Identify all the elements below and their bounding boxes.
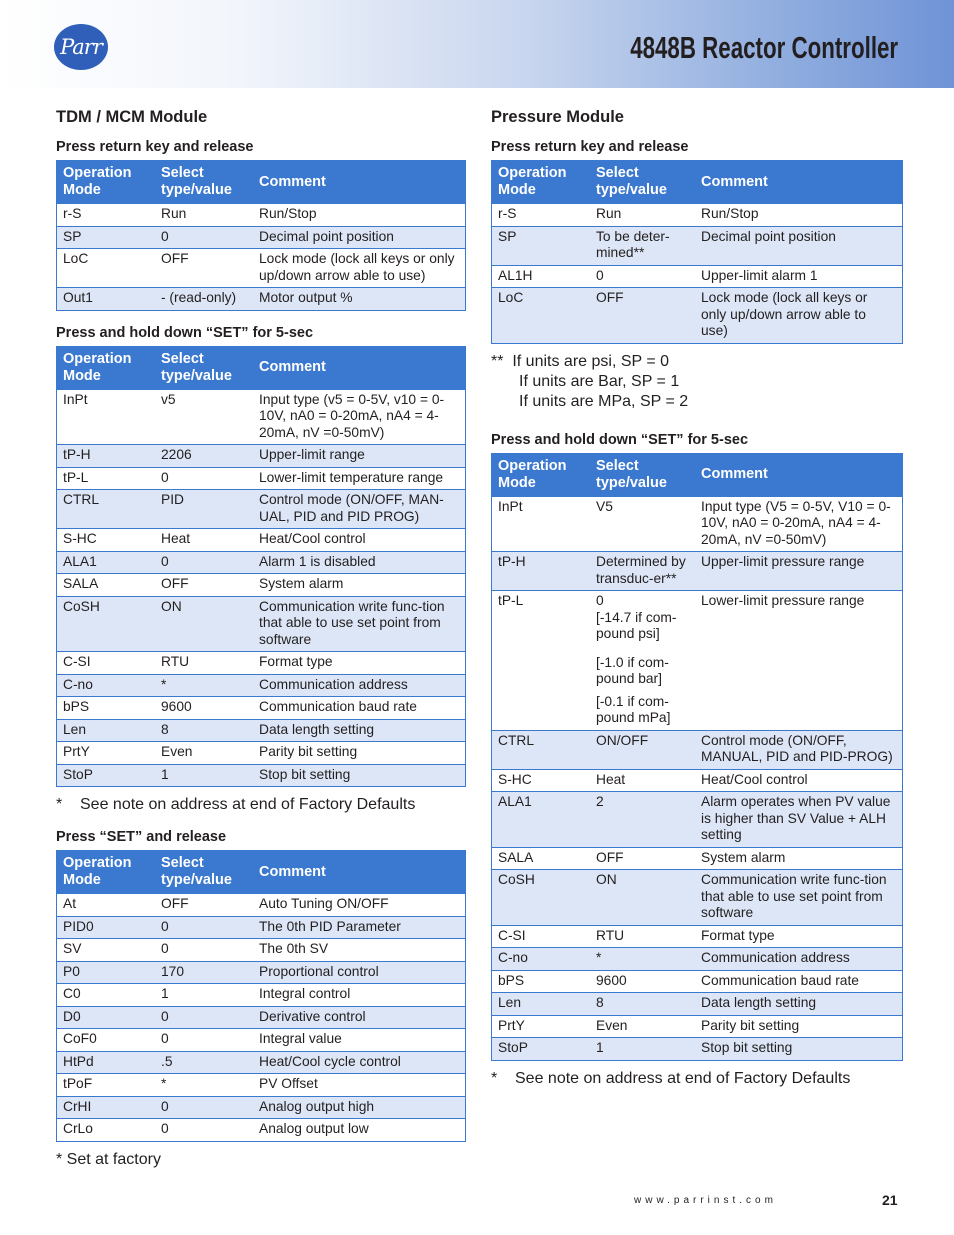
comment-cell: Integral control xyxy=(253,984,466,1007)
col-header-comment: Comment xyxy=(695,453,903,496)
subsection-heading: Press return key and release xyxy=(56,139,254,155)
comment-cell: Input type (v5 = 0-5V, v10 = 0-10V, nA0 = 0-20mA, nA4 = 4-20mA, nV =0-50mV) xyxy=(253,389,466,445)
tdm-hold-set-table xyxy=(56,346,466,788)
value-cell: Determined by transduc-er** xyxy=(590,552,695,591)
table-row xyxy=(492,1038,903,1061)
mode-cell: tP-H xyxy=(492,552,591,591)
mode-cell: S-HC xyxy=(492,769,591,792)
comment-cell: Lock mode (lock all keys or only up/down arrow able to use) xyxy=(253,249,466,288)
table-row xyxy=(57,939,466,962)
mode-cell: C0 xyxy=(57,984,156,1007)
comment-cell: Lower-limit temperature range xyxy=(253,467,466,490)
col-header-value: Select type/value xyxy=(590,161,695,204)
comment-cell: Format type xyxy=(695,925,903,948)
comment-cell: Upper-limit pressure range xyxy=(695,552,903,591)
value-cell: OFF xyxy=(155,894,253,917)
col-header-comment: Comment xyxy=(695,161,903,204)
mode-cell: bPS xyxy=(492,970,591,993)
value-cell: 0 xyxy=(155,1006,253,1029)
mode-cell: SV xyxy=(57,939,156,962)
table-row xyxy=(492,226,903,265)
col-header-comment: Comment xyxy=(253,346,466,389)
table-row xyxy=(57,894,466,917)
table-row xyxy=(57,551,466,574)
mode-cell: tP-L xyxy=(57,467,156,490)
col-header-value: Select type/value xyxy=(155,161,253,204)
pressure-section xyxy=(491,108,901,1089)
mode-cell: tPoF xyxy=(57,1074,156,1097)
table-row xyxy=(492,925,903,948)
comment-cell: Derivative control xyxy=(253,1006,466,1029)
comment-cell: Communication write func-tion that able to use set point from software xyxy=(695,870,903,926)
comment-cell: Stop bit setting xyxy=(253,764,466,787)
table-row xyxy=(57,204,466,227)
comment-cell: Integral value xyxy=(253,1029,466,1052)
comment-cell: Lower-limit pressure range xyxy=(695,591,903,731)
comment-cell: Alarm operates when PV value is higher than SV Value + ALH setting xyxy=(695,792,903,848)
table-row xyxy=(57,445,466,468)
value-cell: 2206 xyxy=(155,445,253,468)
col-header-mode: Operation Mode xyxy=(57,851,156,894)
comment-cell: Upper-limit alarm 1 xyxy=(695,265,903,288)
value-cell: 0 xyxy=(155,1119,253,1142)
mode-cell: CoSH xyxy=(492,870,591,926)
tdm-mcm-section xyxy=(56,108,466,1170)
mode-cell: CoF0 xyxy=(57,1029,156,1052)
value-cell: RTU xyxy=(590,925,695,948)
mode-cell: C-SI xyxy=(57,652,156,675)
value-cell: .5 xyxy=(155,1051,253,1074)
mode-cell: Len xyxy=(492,993,591,1016)
value-cell: 0 xyxy=(155,1029,253,1052)
comment-cell: The 0th PID Parameter xyxy=(253,916,466,939)
table-row xyxy=(57,529,466,552)
value-cell: OFF xyxy=(590,288,695,344)
table-row xyxy=(57,742,466,765)
subsection-heading: Press return key and release xyxy=(491,139,689,155)
mode-cell: bPS xyxy=(57,697,156,720)
comment-cell: The 0th SV xyxy=(253,939,466,962)
comment-cell: Input type (V5 = 0-5V, V10 = 0-10V, nA0 = 0-20mA, nA4 = 4-20mA, nV =0-50mV) xyxy=(695,496,903,552)
mode-cell: r-S xyxy=(57,204,156,227)
comment-cell: Control mode (ON/OFF, MAN-UAL, PID and PID PROG) xyxy=(253,490,466,529)
mode-cell: StoP xyxy=(57,764,156,787)
page-header xyxy=(0,0,954,88)
mode-cell: C-no xyxy=(57,674,156,697)
value-cell: 8 xyxy=(590,993,695,1016)
value-cell: 2 xyxy=(590,792,695,848)
table-row xyxy=(57,961,466,984)
page-number: 21 xyxy=(882,1192,898,1208)
col-header-mode: Operation Mode xyxy=(57,161,156,204)
comment-cell: Heat/Cool cycle control xyxy=(253,1051,466,1074)
value-cell: To be deter-mined** xyxy=(590,226,695,265)
value-cell: 0 xyxy=(155,916,253,939)
value-cell: 170 xyxy=(155,961,253,984)
mode-cell: CTRL xyxy=(492,730,591,769)
comment-cell: Communication address xyxy=(253,674,466,697)
value-cell: Even xyxy=(590,1015,695,1038)
comment-cell: Lock mode (lock all keys or only up/down arrow able to use) xyxy=(695,288,903,344)
comment-cell: Decimal point position xyxy=(253,226,466,249)
comment-cell: Run/Stop xyxy=(695,204,903,227)
section-title: TDM / MCM Module xyxy=(56,108,208,126)
value-cell: 0 xyxy=(155,1096,253,1119)
value-cell: 0 xyxy=(155,551,253,574)
table-row xyxy=(57,389,466,445)
table-row xyxy=(57,574,466,597)
col-header-comment: Comment xyxy=(253,161,466,204)
comment-cell: Communication write func-tion that able to use set point from software xyxy=(253,596,466,652)
table-row xyxy=(57,719,466,742)
footnote: * Set at factory xyxy=(56,1150,161,1168)
table-row xyxy=(57,697,466,720)
subsection-heading: Press and hold down “SET” for 5-sec xyxy=(491,431,749,448)
tdm-return-key-table xyxy=(56,160,466,311)
col-header-mode: Operation Mode xyxy=(57,346,156,389)
table-row xyxy=(57,674,466,697)
tdm-press-set-table xyxy=(56,850,466,1142)
comment-cell: System alarm xyxy=(695,847,903,870)
table-row xyxy=(57,652,466,675)
comment-cell: Communication baud rate xyxy=(253,697,466,720)
table-row xyxy=(492,847,903,870)
section-title: Pressure Module xyxy=(491,108,624,126)
value-cell: 0 xyxy=(155,226,253,249)
value-cell: Heat xyxy=(590,769,695,792)
col-header-value: Select type/value xyxy=(590,453,695,496)
value-cell: OFF xyxy=(155,249,253,288)
comment-cell: Analog output low xyxy=(253,1119,466,1142)
subsection-heading: Press and hold down “SET” for 5-sec xyxy=(56,324,314,341)
table-row xyxy=(57,1029,466,1052)
comment-cell: PV Offset xyxy=(253,1074,466,1097)
value-cell: * xyxy=(155,674,253,697)
col-header-mode: Operation Mode xyxy=(492,161,591,204)
value-cell: 0 xyxy=(155,467,253,490)
table-row xyxy=(492,792,903,848)
table-row xyxy=(57,596,466,652)
value-cell: 1 xyxy=(155,984,253,1007)
value-cell: Run xyxy=(590,204,695,227)
comment-cell: Parity bit setting xyxy=(695,1015,903,1038)
subsection-heading: Press “SET” and release xyxy=(56,829,227,845)
mode-cell: CTRL xyxy=(57,490,156,529)
col-header-comment: Comment xyxy=(253,851,466,894)
mode-cell: Out1 xyxy=(57,288,156,311)
value-cell: 8 xyxy=(155,719,253,742)
footer-url: www.parrinst.com xyxy=(634,1195,777,1206)
comment-cell: Stop bit setting xyxy=(695,1038,903,1061)
pressure-return-key-table xyxy=(491,160,903,344)
comment-cell: Control mode (ON/OFF, MANUAL, PID and PID-PROG) xyxy=(695,730,903,769)
value-cell: Even xyxy=(155,742,253,765)
table-row xyxy=(492,970,903,993)
mode-cell: SP xyxy=(57,226,156,249)
value-cell: Heat xyxy=(155,529,253,552)
table-row xyxy=(492,730,903,769)
value-line: [-14.7 if com-pound psi] xyxy=(596,609,677,641)
comment-cell: Heat/Cool control xyxy=(695,769,903,792)
value-cell: OFF xyxy=(155,574,253,597)
value-cell: ON xyxy=(590,870,695,926)
value-cell: 0 xyxy=(155,939,253,962)
comment-cell: Decimal point position xyxy=(695,226,903,265)
comment-cell: Motor output % xyxy=(253,288,466,311)
mode-cell: C-no xyxy=(492,948,591,971)
table-row xyxy=(57,764,466,787)
table-row xyxy=(492,1015,903,1038)
mode-cell: PrtY xyxy=(57,742,156,765)
table-row xyxy=(492,769,903,792)
value-cell: Run xyxy=(155,204,253,227)
table-row xyxy=(492,591,903,731)
value-cell: ON/OFF xyxy=(590,730,695,769)
mode-cell: ALA1 xyxy=(492,792,591,848)
mode-cell: tP-L xyxy=(492,591,591,731)
table-row xyxy=(492,552,903,591)
pressure-hold-set-table xyxy=(491,453,903,1061)
mode-cell: r-S xyxy=(492,204,591,227)
value-cell: - (read-only) xyxy=(155,288,253,311)
col-header-value: Select type/value xyxy=(155,346,253,389)
mode-cell: PID0 xyxy=(57,916,156,939)
mode-cell: At xyxy=(57,894,156,917)
mode-cell: StoP xyxy=(492,1038,591,1061)
table-row xyxy=(492,204,903,227)
value-cell: 9600 xyxy=(155,697,253,720)
mode-cell: LoC xyxy=(57,249,156,288)
comment-cell: Auto Tuning ON/OFF xyxy=(253,894,466,917)
value-cell: RTU xyxy=(155,652,253,675)
value-cell: ON xyxy=(155,596,253,652)
document-title: 4848B Reactor Controller xyxy=(630,30,898,65)
mode-cell: tP-H xyxy=(57,445,156,468)
comment-cell: Upper-limit range xyxy=(253,445,466,468)
units-note: ** If units are psi, SP = 0 If units are Bar, SP = 1 If units are MPa, SP = 2 xyxy=(491,352,689,410)
comment-cell: Data length setting xyxy=(253,719,466,742)
comment-cell: Proportional control xyxy=(253,961,466,984)
parr-logo: Parr xyxy=(54,24,108,70)
comment-cell: Format type xyxy=(253,652,466,675)
table-row xyxy=(57,1051,466,1074)
value-cell: 1 xyxy=(590,1038,695,1061)
comment-cell: Heat/Cool control xyxy=(253,529,466,552)
mode-cell: C-SI xyxy=(492,925,591,948)
mode-cell: ALA1 xyxy=(57,551,156,574)
mode-cell: SP xyxy=(492,226,591,265)
comment-cell: Communication baud rate xyxy=(695,970,903,993)
comment-cell: Parity bit setting xyxy=(253,742,466,765)
value-cell: 9600 xyxy=(590,970,695,993)
value-cell: 0 xyxy=(590,265,695,288)
col-header-mode: Operation Mode xyxy=(492,453,591,496)
table-row xyxy=(57,467,466,490)
value-cell: 1 xyxy=(155,764,253,787)
table-row xyxy=(57,916,466,939)
table-row xyxy=(57,249,466,288)
comment-cell: Alarm 1 is disabled xyxy=(253,551,466,574)
table-row xyxy=(57,984,466,1007)
table-row xyxy=(57,1096,466,1119)
value-cell: * xyxy=(590,948,695,971)
value-cell: * xyxy=(155,1074,253,1097)
mode-cell: CoSH xyxy=(57,596,156,652)
col-header-value: Select type/value xyxy=(155,851,253,894)
mode-cell: InPt xyxy=(492,496,591,552)
mode-cell: InPt xyxy=(57,389,156,445)
mode-cell: SALA xyxy=(492,847,591,870)
comment-cell: Communication address xyxy=(695,948,903,971)
comment-cell: Run/Stop xyxy=(253,204,466,227)
mode-cell: CrHI xyxy=(57,1096,156,1119)
value-cell: V5 xyxy=(590,496,695,552)
table-row xyxy=(57,1119,466,1142)
table-row xyxy=(57,490,466,529)
comment-cell: Analog output high xyxy=(253,1096,466,1119)
value-cell xyxy=(590,591,695,731)
mode-cell: HtPd xyxy=(57,1051,156,1074)
value-line: 0 xyxy=(596,593,604,608)
table-row xyxy=(57,288,466,311)
table-row xyxy=(492,288,903,344)
table-row xyxy=(492,870,903,926)
value-line: [-1.0 if com-pound bar] xyxy=(596,654,669,686)
mode-cell: SALA xyxy=(57,574,156,597)
table-row xyxy=(492,993,903,1016)
table-row xyxy=(492,265,903,288)
value-cell: v5 xyxy=(155,389,253,445)
table-row xyxy=(57,226,466,249)
footnote: * See note on address at end of Factory Defaults xyxy=(491,1069,851,1087)
footnote: * See note on address at end of Factory Defaults xyxy=(56,796,416,813)
mode-cell: LoC xyxy=(492,288,591,344)
mode-cell: PrtY xyxy=(492,1015,591,1038)
mode-cell: P0 xyxy=(57,961,156,984)
table-row xyxy=(57,1006,466,1029)
mode-cell: S-HC xyxy=(57,529,156,552)
comment-cell: Data length setting xyxy=(695,993,903,1016)
mode-cell: Len xyxy=(57,719,156,742)
table-row xyxy=(492,948,903,971)
mode-cell: AL1H xyxy=(492,265,591,288)
table-row xyxy=(57,1074,466,1097)
mode-cell: D0 xyxy=(57,1006,156,1029)
table-row xyxy=(492,496,903,552)
value-cell: PID xyxy=(155,490,253,529)
comment-cell: System alarm xyxy=(253,574,466,597)
value-cell: OFF xyxy=(590,847,695,870)
mode-cell: CrLo xyxy=(57,1119,156,1142)
value-line: [-0.1 if com-pound mPa] xyxy=(596,693,671,725)
